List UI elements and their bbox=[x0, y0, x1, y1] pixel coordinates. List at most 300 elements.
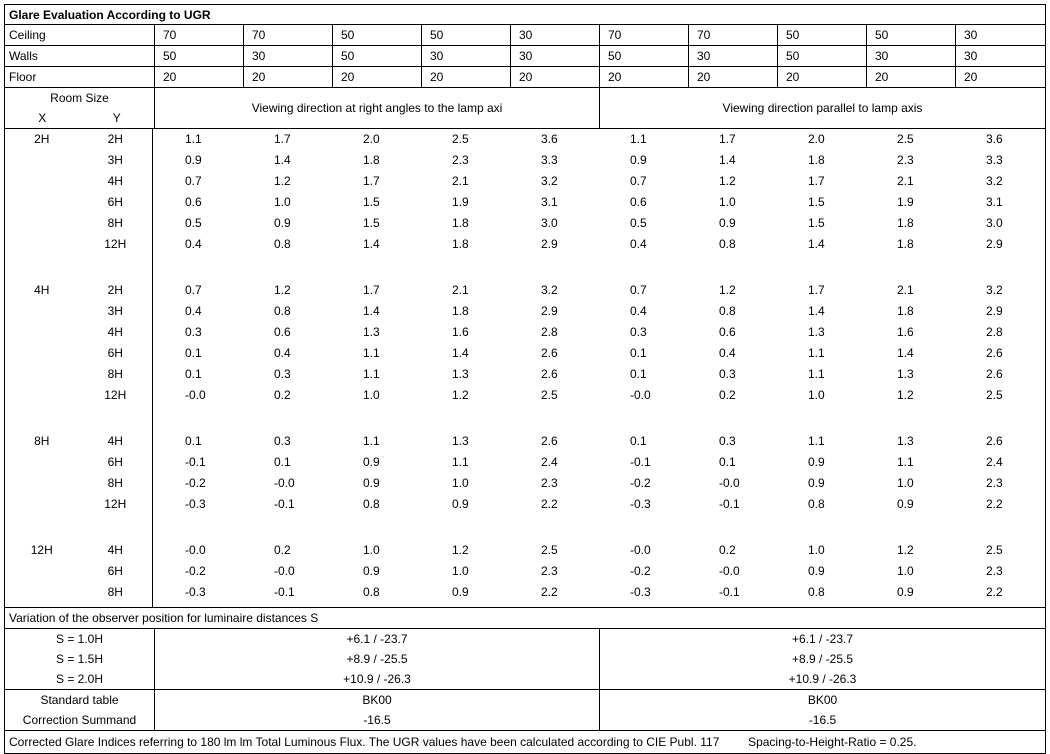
variation-row-3 bbox=[5, 669, 1046, 690]
table-row bbox=[153, 561, 1045, 582]
value-para: 2.1 bbox=[897, 283, 914, 297]
value-para: 1.2 bbox=[897, 543, 914, 557]
value-para: 0.1 bbox=[630, 367, 647, 381]
value-perp: 0.4 bbox=[185, 304, 202, 318]
value-para: 0.9 bbox=[808, 455, 825, 469]
value-perp: 1.4 bbox=[363, 237, 380, 251]
value-perp: 0.1 bbox=[185, 346, 202, 360]
value-para: -0.2 bbox=[630, 564, 651, 578]
value-para: 2.0 bbox=[808, 132, 825, 146]
value-para: 1.4 bbox=[808, 304, 825, 318]
row-y: 8H bbox=[107, 367, 123, 381]
data-group bbox=[153, 431, 1045, 515]
data-block bbox=[5, 129, 1046, 608]
value-perp: 0.9 bbox=[363, 476, 380, 490]
value-para: 2.6 bbox=[986, 434, 1003, 448]
value-para: 2.6 bbox=[986, 346, 1003, 360]
floor-value: 20 bbox=[600, 67, 689, 88]
value-para: 2.9 bbox=[986, 304, 1003, 318]
value-para: 0.9 bbox=[719, 216, 736, 230]
value-perp: 0.1 bbox=[274, 455, 291, 469]
value-perp: 0.9 bbox=[274, 216, 291, 230]
value-perp: 2.6 bbox=[541, 367, 558, 381]
row-y: 8H bbox=[107, 585, 123, 599]
value-para: 0.9 bbox=[897, 585, 914, 599]
table-row bbox=[153, 452, 1045, 473]
value-para: 2.5 bbox=[986, 388, 1003, 402]
value-para: 1.3 bbox=[808, 325, 825, 339]
row-y: 4H bbox=[107, 325, 123, 339]
value-perp: 1.4 bbox=[274, 153, 291, 167]
value-para: 1.4 bbox=[897, 346, 914, 360]
value-perp: 0.2 bbox=[274, 543, 291, 557]
variation-para: +10.9 / -26.3 bbox=[600, 669, 1046, 690]
value-para: 0.6 bbox=[630, 195, 647, 209]
row-y: 3H bbox=[107, 304, 123, 318]
viewing-direction-parallel: Viewing direction parallel to lamp axis bbox=[600, 88, 1046, 129]
value-perp: 0.3 bbox=[185, 325, 202, 339]
correction-summand-perp: -16.5 bbox=[155, 710, 600, 731]
value-para: 0.1 bbox=[719, 455, 736, 469]
value-para: 0.4 bbox=[630, 304, 647, 318]
value-para: 1.0 bbox=[808, 388, 825, 402]
value-para: 1.3 bbox=[897, 367, 914, 381]
floor-value: 20 bbox=[867, 67, 956, 88]
row-y: 4H bbox=[107, 174, 123, 188]
value-perp: 1.5 bbox=[363, 216, 380, 230]
standard-table-para: BK00 bbox=[600, 690, 1046, 711]
value-para: 1.2 bbox=[719, 174, 736, 188]
value-perp: 1.1 bbox=[185, 132, 202, 146]
value-perp: 1.6 bbox=[452, 325, 469, 339]
value-perp: -0.0 bbox=[274, 476, 295, 490]
value-para: 0.2 bbox=[719, 388, 736, 402]
value-para: 0.4 bbox=[630, 237, 647, 251]
section-header-row bbox=[5, 88, 1046, 109]
row-label-walls: Walls bbox=[5, 46, 155, 67]
variation-perp: +8.9 / -25.5 bbox=[155, 649, 600, 669]
table-row bbox=[153, 473, 1045, 494]
value-perp: 2.4 bbox=[541, 455, 558, 469]
table-row bbox=[153, 150, 1045, 171]
value-para: 0.9 bbox=[808, 564, 825, 578]
value-perp: -0.1 bbox=[274, 585, 295, 599]
value-para: 1.0 bbox=[897, 564, 914, 578]
value-para: 3.3 bbox=[986, 153, 1003, 167]
value-para: 0.5 bbox=[630, 216, 647, 230]
value-perp: 2.2 bbox=[541, 497, 558, 511]
variation-header-row bbox=[5, 608, 1046, 629]
value-para: 1.2 bbox=[719, 283, 736, 297]
value-para: 0.7 bbox=[630, 283, 647, 297]
value-para: 3.6 bbox=[986, 132, 1003, 146]
variation-para: +8.9 / -25.5 bbox=[600, 649, 1046, 669]
table-row bbox=[153, 301, 1045, 322]
value-perp: -0.2 bbox=[185, 564, 206, 578]
value-para: 1.8 bbox=[808, 153, 825, 167]
value-para: 2.2 bbox=[986, 497, 1003, 511]
value-para: 1.5 bbox=[808, 216, 825, 230]
value-para: 3.2 bbox=[986, 174, 1003, 188]
floor-value: 20 bbox=[511, 67, 600, 88]
variation-label: S = 1.5H bbox=[5, 649, 155, 669]
value-para: 0.8 bbox=[719, 237, 736, 251]
xy-header bbox=[5, 108, 155, 129]
value-perp: 1.2 bbox=[452, 388, 469, 402]
value-para: 0.8 bbox=[719, 304, 736, 318]
ceiling-value: 70 bbox=[600, 25, 689, 46]
value-perp: 0.7 bbox=[185, 174, 202, 188]
group-x: 12H bbox=[30, 543, 53, 557]
value-perp: 3.2 bbox=[541, 174, 558, 188]
value-perp: 0.2 bbox=[274, 388, 291, 402]
value-para: 1.7 bbox=[808, 283, 825, 297]
value-para: -0.0 bbox=[630, 543, 651, 557]
value-para: 0.1 bbox=[630, 346, 647, 360]
value-para: 0.6 bbox=[719, 325, 736, 339]
walls-value: 30 bbox=[422, 46, 511, 67]
value-perp: 1.2 bbox=[452, 543, 469, 557]
footnote-main: Corrected Glare Indices referring to 180 lm lm Total Luminous Flux. The UGR values have been calculated according to CIE Publ. 117 bbox=[9, 735, 720, 749]
value-para: 1.0 bbox=[808, 543, 825, 557]
group-gap bbox=[153, 515, 1045, 540]
value-para: 2.2 bbox=[986, 585, 1003, 599]
data-block-row bbox=[5, 129, 1046, 608]
value-perp: 0.4 bbox=[185, 237, 202, 251]
value-perp: 1.1 bbox=[363, 367, 380, 381]
value-para: 2.5 bbox=[986, 543, 1003, 557]
value-perp: 2.5 bbox=[541, 543, 558, 557]
value-perp: 1.7 bbox=[363, 174, 380, 188]
value-perp: 3.6 bbox=[541, 132, 558, 146]
walls-value: 50 bbox=[778, 46, 867, 67]
group-x: 2H bbox=[34, 132, 50, 146]
group-x: 4H bbox=[34, 283, 50, 297]
y-header: Y bbox=[112, 111, 121, 125]
row-label-ceiling: Ceiling bbox=[5, 25, 155, 46]
variation-label: S = 1.0H bbox=[5, 629, 155, 650]
ceiling-value: 50 bbox=[867, 25, 956, 46]
value-para: 1.3 bbox=[897, 434, 914, 448]
value-para: 0.8 bbox=[808, 497, 825, 511]
value-perp: 1.1 bbox=[363, 346, 380, 360]
data-group bbox=[153, 129, 1045, 255]
row-y: 8H bbox=[107, 476, 123, 490]
floor-value: 20 bbox=[689, 67, 778, 88]
ceiling-value: 50 bbox=[333, 25, 422, 46]
table-row bbox=[153, 385, 1045, 406]
table-row bbox=[153, 343, 1045, 364]
table-row bbox=[153, 431, 1045, 452]
value-para: -0.0 bbox=[630, 388, 651, 402]
value-perp: 1.8 bbox=[452, 216, 469, 230]
value-perp: 0.6 bbox=[274, 325, 291, 339]
value-perp: -0.0 bbox=[274, 564, 295, 578]
data-group bbox=[153, 280, 1045, 406]
value-perp: 2.5 bbox=[541, 388, 558, 402]
ceiling-value: 50 bbox=[778, 25, 867, 46]
row-y: 2H bbox=[107, 283, 123, 297]
value-para: 0.9 bbox=[808, 476, 825, 490]
value-perp: 1.4 bbox=[452, 346, 469, 360]
value-perp: 0.5 bbox=[185, 216, 202, 230]
table-row bbox=[153, 540, 1045, 561]
value-perp: 0.3 bbox=[274, 434, 291, 448]
value-perp: 3.1 bbox=[541, 195, 558, 209]
value-perp: 1.0 bbox=[452, 476, 469, 490]
value-perp: 0.9 bbox=[363, 455, 380, 469]
value-para: 0.9 bbox=[630, 153, 647, 167]
table-row bbox=[153, 234, 1045, 255]
value-perp: 3.2 bbox=[541, 283, 558, 297]
value-para: 1.7 bbox=[719, 132, 736, 146]
row-y: 4H bbox=[107, 543, 123, 557]
value-perp: 1.1 bbox=[452, 455, 469, 469]
value-perp: 2.1 bbox=[452, 174, 469, 188]
value-para: 0.2 bbox=[719, 543, 736, 557]
value-para: 1.5 bbox=[808, 195, 825, 209]
page-title: Glare Evaluation According to UGR bbox=[5, 5, 1046, 25]
value-perp: 1.3 bbox=[452, 434, 469, 448]
value-para: 0.3 bbox=[719, 367, 736, 381]
value-para: 1.2 bbox=[897, 388, 914, 402]
row-y: 2H bbox=[107, 132, 123, 146]
value-para: 0.4 bbox=[719, 346, 736, 360]
value-perp: 2.3 bbox=[541, 476, 558, 490]
value-perp: 1.7 bbox=[274, 132, 291, 146]
table-row bbox=[153, 213, 1045, 234]
value-para: -0.1 bbox=[630, 455, 651, 469]
ceiling-value: 30 bbox=[956, 25, 1046, 46]
floor-value: 20 bbox=[333, 67, 422, 88]
reflectance-row-floor bbox=[5, 67, 1046, 88]
table-row bbox=[153, 171, 1045, 192]
correction-summand-para: -16.5 bbox=[600, 710, 1046, 731]
value-para: 1.9 bbox=[897, 195, 914, 209]
table-row bbox=[153, 322, 1045, 343]
viewing-direction-perpendicular: Viewing direction at right angles to the lamp axi bbox=[155, 88, 600, 129]
value-perp: 0.6 bbox=[185, 195, 202, 209]
value-para: -0.0 bbox=[719, 564, 740, 578]
standard-table-label: Standard table bbox=[5, 690, 155, 711]
value-para: 3.1 bbox=[986, 195, 1003, 209]
value-para: 1.0 bbox=[719, 195, 736, 209]
row-y: 6H bbox=[107, 564, 123, 578]
value-para: 0.3 bbox=[719, 434, 736, 448]
ceiling-value: 70 bbox=[155, 25, 244, 46]
value-para: 1.1 bbox=[630, 132, 647, 146]
value-perp: 1.2 bbox=[274, 283, 291, 297]
value-para: -0.3 bbox=[630, 497, 651, 511]
value-para: 0.3 bbox=[630, 325, 647, 339]
value-perp: 2.5 bbox=[452, 132, 469, 146]
table-row bbox=[153, 192, 1045, 213]
value-para: 2.5 bbox=[897, 132, 914, 146]
value-perp: 0.8 bbox=[274, 237, 291, 251]
value-para: -0.1 bbox=[719, 585, 740, 599]
value-perp: -0.1 bbox=[185, 455, 206, 469]
walls-value: 50 bbox=[155, 46, 244, 67]
value-perp: 1.3 bbox=[452, 367, 469, 381]
row-y: 6H bbox=[107, 346, 123, 360]
variation-header: Variation of the observer position for luminaire distances S bbox=[5, 608, 1046, 629]
value-para: 1.8 bbox=[897, 216, 914, 230]
walls-value: 30 bbox=[956, 46, 1046, 67]
variation-para: +6.1 / -23.7 bbox=[600, 629, 1046, 650]
value-para: 1.1 bbox=[808, 434, 825, 448]
value-perp: 0.1 bbox=[185, 367, 202, 381]
value-perp: 2.1 bbox=[452, 283, 469, 297]
value-para: -0.3 bbox=[630, 585, 651, 599]
value-perp: 1.8 bbox=[452, 304, 469, 318]
value-perp: 0.9 bbox=[185, 153, 202, 167]
floor-value: 20 bbox=[956, 67, 1046, 88]
value-para: 1.8 bbox=[897, 304, 914, 318]
footnote bbox=[5, 731, 1046, 754]
row-y: 8H bbox=[107, 216, 123, 230]
value-perp: -0.2 bbox=[185, 476, 206, 490]
values-area bbox=[153, 129, 1045, 607]
variation-perp: +10.9 / -26.3 bbox=[155, 669, 600, 690]
table-row bbox=[153, 582, 1045, 603]
value-perp: 1.0 bbox=[363, 543, 380, 557]
value-perp: 1.3 bbox=[363, 325, 380, 339]
value-para: 2.3 bbox=[986, 564, 1003, 578]
value-para: 1.8 bbox=[897, 237, 914, 251]
value-para: 0.1 bbox=[630, 434, 647, 448]
standard-table-perp: BK00 bbox=[155, 690, 600, 711]
walls-value: 50 bbox=[600, 46, 689, 67]
value-perp: 0.8 bbox=[274, 304, 291, 318]
value-para: 2.4 bbox=[986, 455, 1003, 469]
row-y: 12H bbox=[104, 497, 127, 511]
value-perp: -0.3 bbox=[185, 585, 206, 599]
floor-value: 20 bbox=[778, 67, 867, 88]
value-perp: 2.9 bbox=[541, 304, 558, 318]
value-perp: -0.1 bbox=[274, 497, 295, 511]
walls-value: 30 bbox=[244, 46, 333, 67]
value-para: 1.6 bbox=[897, 325, 914, 339]
value-perp: 2.3 bbox=[452, 153, 469, 167]
table-row bbox=[153, 129, 1045, 150]
reflectance-row-ceiling bbox=[5, 25, 1046, 46]
value-perp: -0.3 bbox=[185, 497, 206, 511]
value-perp: 2.8 bbox=[541, 325, 558, 339]
value-perp: 2.0 bbox=[363, 132, 380, 146]
floor-value: 20 bbox=[244, 67, 333, 88]
value-para: 0.9 bbox=[897, 497, 914, 511]
value-perp: 1.2 bbox=[274, 174, 291, 188]
walls-value: 30 bbox=[511, 46, 600, 67]
value-para: 3.0 bbox=[986, 216, 1003, 230]
value-para: 1.0 bbox=[897, 476, 914, 490]
value-perp: 0.3 bbox=[274, 367, 291, 381]
group-xy-list bbox=[5, 129, 152, 603]
value-perp: 1.7 bbox=[363, 283, 380, 297]
value-perp: 0.8 bbox=[363, 585, 380, 599]
value-perp: -0.0 bbox=[185, 388, 206, 402]
value-para: 1.1 bbox=[808, 367, 825, 381]
ceiling-value: 50 bbox=[422, 25, 511, 46]
value-para: -0.2 bbox=[630, 476, 651, 490]
value-perp: 1.8 bbox=[363, 153, 380, 167]
table-row bbox=[153, 364, 1045, 385]
table-row bbox=[153, 280, 1045, 301]
value-perp: 0.9 bbox=[452, 497, 469, 511]
variation-perp: +6.1 / -23.7 bbox=[155, 629, 600, 650]
value-para: 2.8 bbox=[986, 325, 1003, 339]
value-para: 1.1 bbox=[897, 455, 914, 469]
group-gap bbox=[153, 255, 1045, 280]
walls-value: 30 bbox=[689, 46, 778, 67]
row-y: 6H bbox=[107, 455, 123, 469]
value-perp: 1.0 bbox=[452, 564, 469, 578]
value-perp: 0.7 bbox=[185, 283, 202, 297]
row-y: 6H bbox=[107, 195, 123, 209]
value-perp: -0.0 bbox=[185, 543, 206, 557]
value-perp: 1.4 bbox=[363, 304, 380, 318]
value-para: 2.9 bbox=[986, 237, 1003, 251]
group-x: 8H bbox=[34, 434, 50, 448]
reflectance-row-walls bbox=[5, 46, 1046, 67]
value-para: 1.4 bbox=[719, 153, 736, 167]
title-row bbox=[5, 5, 1046, 25]
ceiling-value: 70 bbox=[244, 25, 333, 46]
value-para: 0.8 bbox=[808, 585, 825, 599]
value-para: 1.4 bbox=[808, 237, 825, 251]
row-y: 4H bbox=[107, 434, 123, 448]
row-y: 12H bbox=[104, 237, 127, 251]
walls-value: 30 bbox=[867, 46, 956, 67]
value-perp: 2.2 bbox=[541, 585, 558, 599]
x-header: X bbox=[38, 111, 47, 125]
ceiling-value: 30 bbox=[511, 25, 600, 46]
value-para: 2.6 bbox=[986, 367, 1003, 381]
value-para: -0.1 bbox=[719, 497, 740, 511]
value-perp: 2.6 bbox=[541, 346, 558, 360]
value-perp: 1.5 bbox=[363, 195, 380, 209]
value-para: 2.3 bbox=[897, 153, 914, 167]
value-perp: 1.8 bbox=[452, 237, 469, 251]
value-para: 1.7 bbox=[808, 174, 825, 188]
variation-row-1 bbox=[5, 629, 1046, 650]
value-perp: 2.3 bbox=[541, 564, 558, 578]
value-perp: 0.9 bbox=[452, 585, 469, 599]
value-perp: 1.9 bbox=[452, 195, 469, 209]
value-perp: 2.9 bbox=[541, 237, 558, 251]
table-row bbox=[153, 494, 1045, 515]
value-perp: 3.3 bbox=[541, 153, 558, 167]
correction-summand-label: Correction Summand bbox=[5, 710, 155, 731]
value-perp: 3.0 bbox=[541, 216, 558, 230]
room-size-header: Room Size bbox=[5, 88, 155, 109]
row-y: 12H bbox=[104, 388, 127, 402]
value-perp: 0.9 bbox=[363, 564, 380, 578]
room-size-column bbox=[5, 129, 153, 607]
ugr-table bbox=[4, 4, 1046, 754]
value-perp: 0.8 bbox=[363, 497, 380, 511]
value-perp: 0.4 bbox=[274, 346, 291, 360]
value-para: 2.3 bbox=[986, 476, 1003, 490]
value-para: 1.1 bbox=[808, 346, 825, 360]
data-group bbox=[153, 540, 1045, 603]
value-para: 0.7 bbox=[630, 174, 647, 188]
ceiling-value: 70 bbox=[689, 25, 778, 46]
footnote-spacing: Spacing-to-Height-Ratio = 0.25. bbox=[748, 735, 917, 749]
value-perp: 1.0 bbox=[274, 195, 291, 209]
variation-row-2 bbox=[5, 649, 1046, 669]
value-para: -0.0 bbox=[719, 476, 740, 490]
